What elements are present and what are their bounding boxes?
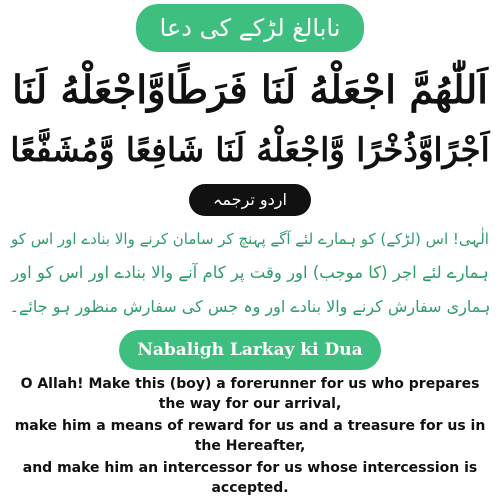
urdu-translation-label [189, 184, 311, 216]
arabic-dua-line-1: اَللّٰھُمَّ اجْعَلْهُ لَنَا فَرَطًاوَّاجْعَلْهُ لَنَا [12, 68, 488, 113]
urdu-translation-label-text: اردو ترجمہ [213, 190, 287, 209]
english-title: Nabaligh Larkay ki Dua [137, 340, 363, 360]
english-translation-line-6: accepted. [211, 480, 289, 496]
urdu-translation-line-1: الٰہی! اس (لڑکے) کو ہمارے لئے آگے پہنچ کر سامان کرنے والا بنادے اور اس کو [11, 230, 489, 248]
urdu-translation-line-2: ہمارے لئے اجر (کا موجب) اور وقت پر کام آنے والا بنادے اور اس کو اور [11, 263, 489, 282]
arabic-dua-line-2: اَجْرًاوَّذُخْرًا وَّاجْعَلْهُ لَنَا شَافِعًا وَّمُشَفَّعًا [10, 130, 490, 169]
english-translation-line-1: O Allah! Make this (boy) a forerunner for us who prepares [20, 376, 480, 392]
english-title-banner [119, 330, 381, 370]
english-translation-line-5: and make him an intercessor for us whose intercession is [22, 460, 478, 476]
english-translation-line-4: the Hereafter, [194, 438, 306, 454]
page-title: نابالغ لڑکے کی دعا [159, 14, 341, 42]
english-translation-line-2: the way for our arrival, [158, 396, 342, 412]
english-translation-line-3: make him a means of reward for us and a treasure for us in [14, 418, 486, 434]
urdu-translation-line-3: ہماری سفارش کرنے والا بنادے اور وہ جس کی سفارش منظور ہو جائے۔ [9, 297, 491, 316]
title-banner [136, 4, 364, 52]
